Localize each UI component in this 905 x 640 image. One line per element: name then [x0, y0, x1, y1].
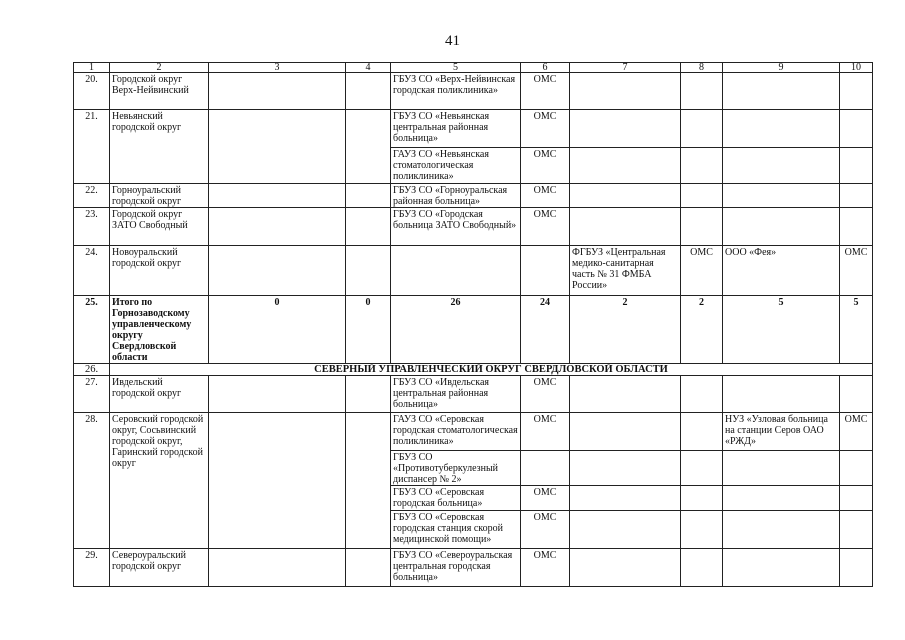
organization-cell: ГБУЗ СО «Верх-Нейвинская городская поликлиника»	[391, 73, 521, 110]
header-row	[74, 63, 873, 73]
row-number: 27.	[74, 376, 110, 413]
fund-cell: ОМС	[521, 73, 570, 110]
table-row	[74, 110, 873, 148]
private-organization-cell: ООО «Фея»	[723, 246, 840, 296]
fund-cell: ОМС	[521, 511, 570, 549]
fund-cell: ОМС	[521, 549, 570, 587]
row-number: 20.	[74, 73, 110, 110]
district-cell: Невьянский городской округ	[110, 110, 209, 184]
fund-cell: ОМС	[521, 486, 570, 511]
total-value: 2	[570, 296, 681, 364]
total-value: 5	[840, 296, 873, 364]
row-number: 21.	[74, 110, 110, 184]
fund-cell: ОМС	[840, 246, 873, 296]
organization-cell: ГБУЗ СО «Ивдельская центральная районная больница»	[391, 376, 521, 413]
total-label: Итого по Горнозаводскому управленческому округу Свердловской области	[110, 296, 209, 364]
fund-cell: ОМС	[521, 184, 570, 208]
page-number: 41	[445, 33, 460, 49]
district-cell: Североуральский городской округ	[110, 549, 209, 587]
fund-cell: ОМС	[521, 148, 570, 184]
district-cell: Ивдельский городской округ	[110, 376, 209, 413]
district-cell: Городской округ ЗАТО Свободный	[110, 208, 209, 246]
row-number: 28.	[74, 413, 110, 549]
header-cell: 3	[209, 63, 346, 73]
district-cell: Городской округ Верх-Нейвинский	[110, 73, 209, 110]
row-number: 25.	[74, 296, 110, 364]
table-row	[74, 184, 873, 208]
total-value: 24	[521, 296, 570, 364]
fund-cell: ОМС	[521, 376, 570, 413]
section-title: СЕВЕРНЫЙ УПРАВЛЕНЧЕСКИЙ ОКРУГ СВЕРДЛОВСКОЙ ОБЛАСТИ	[110, 364, 873, 376]
fund-cell: ОМС	[681, 246, 723, 296]
fund-cell: ОМС	[521, 413, 570, 451]
district-cell: Серовский городской округ, Сосьвинский городской округ, Гаринский городской округ	[110, 413, 209, 549]
total-value: 2	[681, 296, 723, 364]
header-cell: 10	[840, 63, 873, 73]
fund-cell: ОМС	[840, 413, 873, 451]
table-row	[74, 549, 873, 587]
organization-cell: ГБУЗ СО «Невьянская центральная районная больница»	[391, 110, 521, 148]
total-value: 5	[723, 296, 840, 364]
section-row	[74, 364, 873, 376]
table-row	[74, 246, 873, 296]
organization-cell: ГБУЗ СО «Городская больница ЗАТО Свободный»	[391, 208, 521, 246]
organization-cell: ГБУЗ СО «Серовская городская больница»	[391, 486, 521, 511]
organization-cell: ГБУЗ СО «Серовская городская станция скорой медицинской помощи»	[391, 511, 521, 549]
header-cell: 2	[110, 63, 209, 73]
fund-cell: ОМС	[521, 208, 570, 246]
total-value: 0	[346, 296, 391, 364]
fund-cell: ОМС	[521, 110, 570, 148]
header-cell: 5	[391, 63, 521, 73]
table-row	[74, 413, 873, 451]
district-cell: Новоуральский городской округ	[110, 246, 209, 296]
row-number: 22.	[74, 184, 110, 208]
row-number: 26.	[74, 364, 110, 376]
row-number: 23.	[74, 208, 110, 246]
header-cell: 1	[74, 63, 110, 73]
table-row	[74, 73, 873, 110]
table-row	[74, 208, 873, 246]
header-cell: 9	[723, 63, 840, 73]
header-cell: 8	[681, 63, 723, 73]
organization-cell: ГБУЗ СО «Североуральская центральная городская больница»	[391, 549, 521, 587]
private-organization-cell: НУЗ «Узловая больница на станции Серов ОАО «РЖД»	[723, 413, 840, 451]
row-number: 24.	[74, 246, 110, 296]
district-cell: Горноуральский городской округ	[110, 184, 209, 208]
total-value: 0	[209, 296, 346, 364]
header-cell: 4	[346, 63, 391, 73]
registry-table	[73, 62, 873, 587]
row-number: 29.	[74, 549, 110, 587]
organization-cell: ГБУЗ СО «Противотуберкулезный диспансер № 2»	[391, 451, 521, 486]
organization-cell: ГАУЗ СО «Невьянская стоматологическая поликлиника»	[391, 148, 521, 184]
total-row	[74, 296, 873, 364]
header-cell: 7	[570, 63, 681, 73]
federal-organization-cell: ФГБУЗ «Центральная медико-санитарная часть № 31 ФМБА России»	[570, 246, 681, 296]
organization-cell: ГБУЗ СО «Горноуральская районная больница»	[391, 184, 521, 208]
header-cell: 6	[521, 63, 570, 73]
organization-cell: ГАУЗ СО «Серовская городская стоматологическая поликлиника»	[391, 413, 521, 451]
table-row	[74, 376, 873, 413]
total-value: 26	[391, 296, 521, 364]
